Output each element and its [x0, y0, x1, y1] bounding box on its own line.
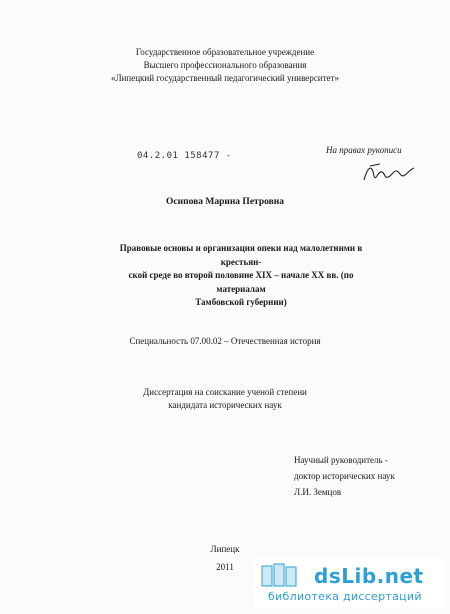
- supervisor-block: [294, 452, 395, 500]
- author-name: Осипова Марина Петровна: [166, 197, 284, 207]
- degree-line-1: Диссертация на соискание ученой степени: [143, 387, 307, 397]
- title-line-2: ской среде во второй половине XIX – начале XX вв. (по материалам: [128, 270, 354, 294]
- institution-header: [0, 46, 450, 85]
- watermark-logo: dsLib.net: [314, 564, 424, 588]
- header-line-1: Государственное образовательное учреждение: [135, 47, 315, 57]
- supervisor-line-2: доктор исторических наук: [294, 471, 395, 481]
- watermark-subtitle: библиотека диссертаций: [268, 590, 422, 603]
- header-line-3: «Липецкий государственный педагогический университет»: [111, 73, 339, 83]
- title-line-3: Тамбовской губернии): [195, 297, 287, 307]
- site-watermark: [254, 558, 444, 608]
- degree-line-2: кандидата исторических наук: [168, 400, 282, 410]
- title-line-1: Правовые основы и организация опеки над малолетними в крестьян-: [119, 243, 363, 267]
- dissertation-title: [106, 242, 376, 310]
- specialty: Специальность 07.00.02 – Отечественная история: [129, 336, 321, 346]
- year: 2011: [216, 562, 234, 572]
- archive-stamp-number: 04.2.01 158477 -: [137, 151, 232, 161]
- header-line-2: Высшего профессионального образования: [143, 60, 307, 70]
- supervisor-line-3: Л.И. Земцов: [294, 487, 342, 497]
- handwritten-signature: [360, 160, 420, 191]
- degree-statement: [0, 386, 450, 412]
- city: Липецк: [210, 544, 240, 554]
- rights-note: На правах рукописи: [326, 145, 402, 155]
- supervisor-line-1: Научный руководитель -: [294, 455, 388, 465]
